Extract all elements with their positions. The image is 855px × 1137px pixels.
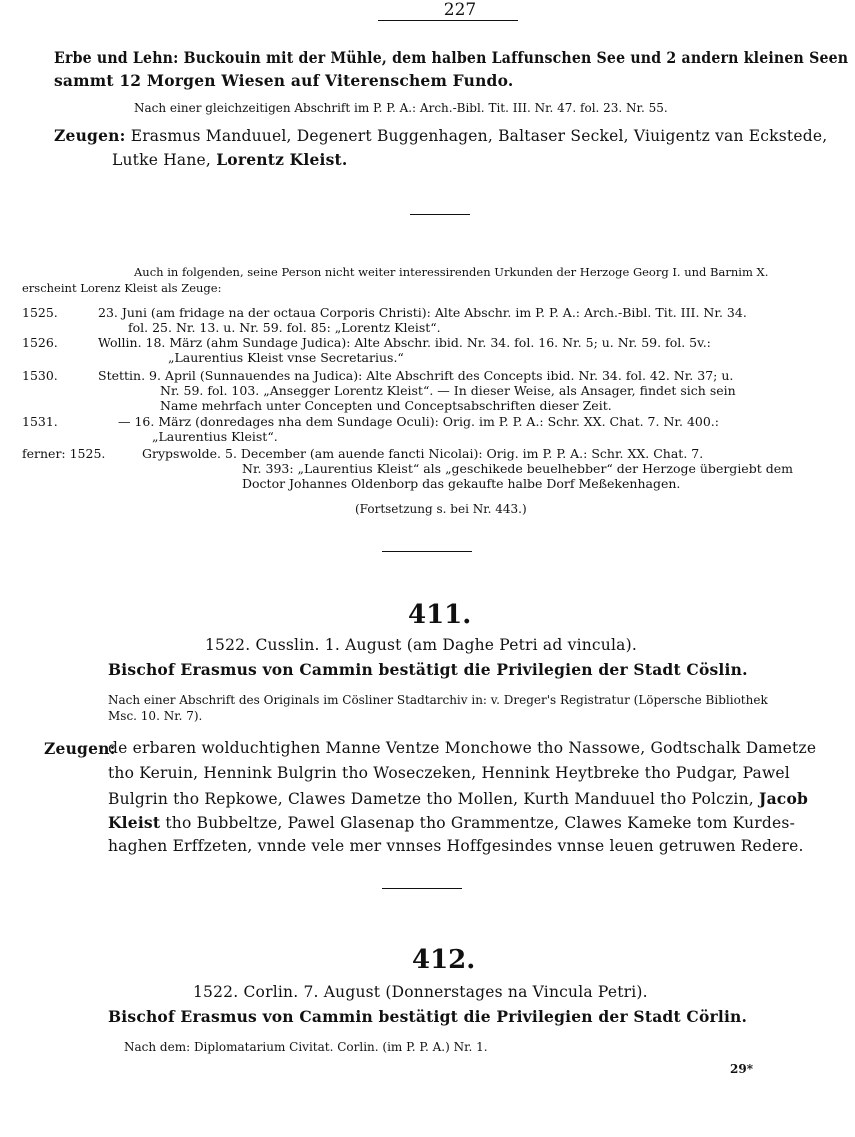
note-line: fol. 25. Nr. 13. u. Nr. 59. fol. 85: „Lorentz Kleist“. (128, 320, 441, 335)
witness-label: Zeugen: (54, 126, 126, 145)
doc-411-witness-line: tho Bubbeltze, Pawel Glasenap tho Grammentze, Clawes Kameke tom Kurdes- (165, 814, 796, 832)
note-line: — 16. März (donredages nha dem Sundage Oculi): Orig. im P. P. A.: Schr. XX. Chat. 7. Nr. 400.: (118, 414, 719, 429)
doc-411-source-line-2: Msc. 10. Nr. 7). (108, 709, 203, 723)
doc-411-witness-line: haghen Erffzeten, vnnde vele mer vnnses Hoffgesindes vnnse leuen getruwen Redere. (108, 837, 804, 855)
page-number: 227 (443, 0, 477, 20)
doc-411-witness-bold: Kleist (108, 813, 161, 832)
note-year: ferner: 1525. (22, 446, 106, 461)
note-line: Doctor Johannes Oldenborp das gekaufte halbe Dorf Meßekenhagen. (242, 476, 681, 491)
note-line: Stettin. 9. April (Sunnauendes na Judica): Alte Abschrift des Concepts ibid. Nr. 34. fol. 42. Nr. 37; u. (98, 368, 734, 383)
note-line: 23. Juni (am fridage na der octaua Corporis Christi): Alte Abschr. im P. P. A.: Arch.-Bibl. Tit. III. Nr. 34. (98, 305, 747, 320)
section-rule (382, 551, 472, 552)
section-rule (410, 214, 470, 215)
note-year: 1531. (22, 414, 58, 429)
section-rule (382, 888, 462, 889)
witness-line-2-prefix: Lutke Hane, (112, 151, 212, 169)
note-line: Grypswolde. 5. December (am auende fancti Nicolai): Orig. im P. P. A.: Schr. XX. Chat. 7. (142, 446, 704, 461)
intro-witnesses (54, 126, 827, 145)
note-line: „Laurentius Kleist vnse Secretarius.“ (168, 350, 404, 365)
note-line: „Laurentius Kleist“. (152, 429, 278, 444)
doc-411-witness-bold: Jacob (759, 789, 809, 808)
note-line: Name mehrfach unter Concepten und Conceptsabschriften dieser Zeit. (160, 398, 612, 413)
doc-411-dateline: 1522. Cusslin. 1. August (am Daghe Petri ad vincula). (205, 636, 637, 654)
signature-mark: 29* (730, 1062, 753, 1076)
doc-411-summary: Bischof Erasmus von Cammin bestätigt die Privilegien der Stadt Cöslin. (108, 660, 748, 679)
intro-source: Nach einer gleichzeitigen Abschrift im P. P. A.: Arch.-Bibl. Tit. III. Nr. 47. fol. 23. Nr. 55. (134, 101, 668, 115)
doc-411-witness-line: tho Keruin, Hennink Bulgrin tho Woseczeken, Hennink Heytbreke tho Pudgar, Pawel (108, 764, 790, 782)
doc-412-source: Nach dem: Diplomatarium Civitat. Corlin. (im P. P. A.) Nr. 1. (124, 1040, 488, 1054)
doc-412-number: 412. (412, 945, 476, 975)
doc-411-source-line-1: Nach einer Abschrift des Originals im Cösliner Stadtarchiv in: v. Dreger's Registratur (Löpersche Bibliothek (108, 693, 768, 707)
witness-line-1: Erasmus Manduuel, Degenert Buggenhagen, Baltaser Seckel, Viuigentz van Eckstede, (130, 127, 828, 145)
doc-412-dateline: 1522. Corlin. 7. August (Donnerstages na Vincula Petri). (193, 983, 648, 1001)
note-year: 1530. (22, 368, 58, 383)
page-number-rule (378, 20, 518, 21)
note-line: Nr. 59. fol. 103. „Ansegger Lorentz Kleist“. — In dieser Weise, als Ansager, findet sich sein (160, 383, 736, 398)
intro-line-2: sammt 12 Morgen Wiesen auf Viterenschem Fundo. (54, 71, 514, 90)
notes-intro-line-2: erscheint Lorenz Kleist als Zeuge: (22, 281, 222, 295)
note-line: Wollin. 18. März (ahm Sundage Judica): Alte Abschr. ibid. Nr. 34. fol. 16. Nr. 5; u. Nr. 59. fol. 5v.: (98, 335, 711, 350)
doc-412-summary: Bischof Erasmus von Cammin bestätigt die Privilegien der Stadt Cörlin. (108, 1007, 748, 1026)
intro-line-1: Erbe und Lehn: Buckouin mit der Mühle, dem halben Laffunschen See und 2 andern kleinen Seen (54, 48, 849, 67)
note-line: Nr. 393: „Laurentius Kleist“ als „geschikede beuelhebber“ der Herzoge übergiebt dem (242, 461, 793, 476)
doc-411-witness-line-3 (108, 789, 808, 808)
note-year: 1526. (22, 335, 58, 350)
doc-411-witness-line: Bulgrin tho Repkowe, Clawes Dametze tho Mollen, Kurth Manduuel tho Polczin, (108, 790, 754, 808)
notes-intro-line-1: Auch in folgenden, seine Person nicht weiter interessirenden Urkunden der Herzoge Georg I. und Barnim X. (134, 265, 769, 279)
doc-411-number: 411. (408, 600, 472, 630)
doc-411-witness-label: Zeugen: (44, 739, 116, 758)
note-year: 1525. (22, 305, 58, 320)
doc-411-witness-line-4 (108, 813, 795, 832)
doc-411-witness-line: de erbaren wolduchtighen Manne Ventze Monchowe tho Nassowe, Godtschalk Dametze (108, 739, 817, 757)
intro-witnesses-line-2 (112, 150, 347, 169)
notes-continuation: (Fortsetzung s. bei Nr. 443.) (355, 502, 527, 516)
witness-line-2-bold: Lorentz Kleist. (216, 150, 348, 169)
